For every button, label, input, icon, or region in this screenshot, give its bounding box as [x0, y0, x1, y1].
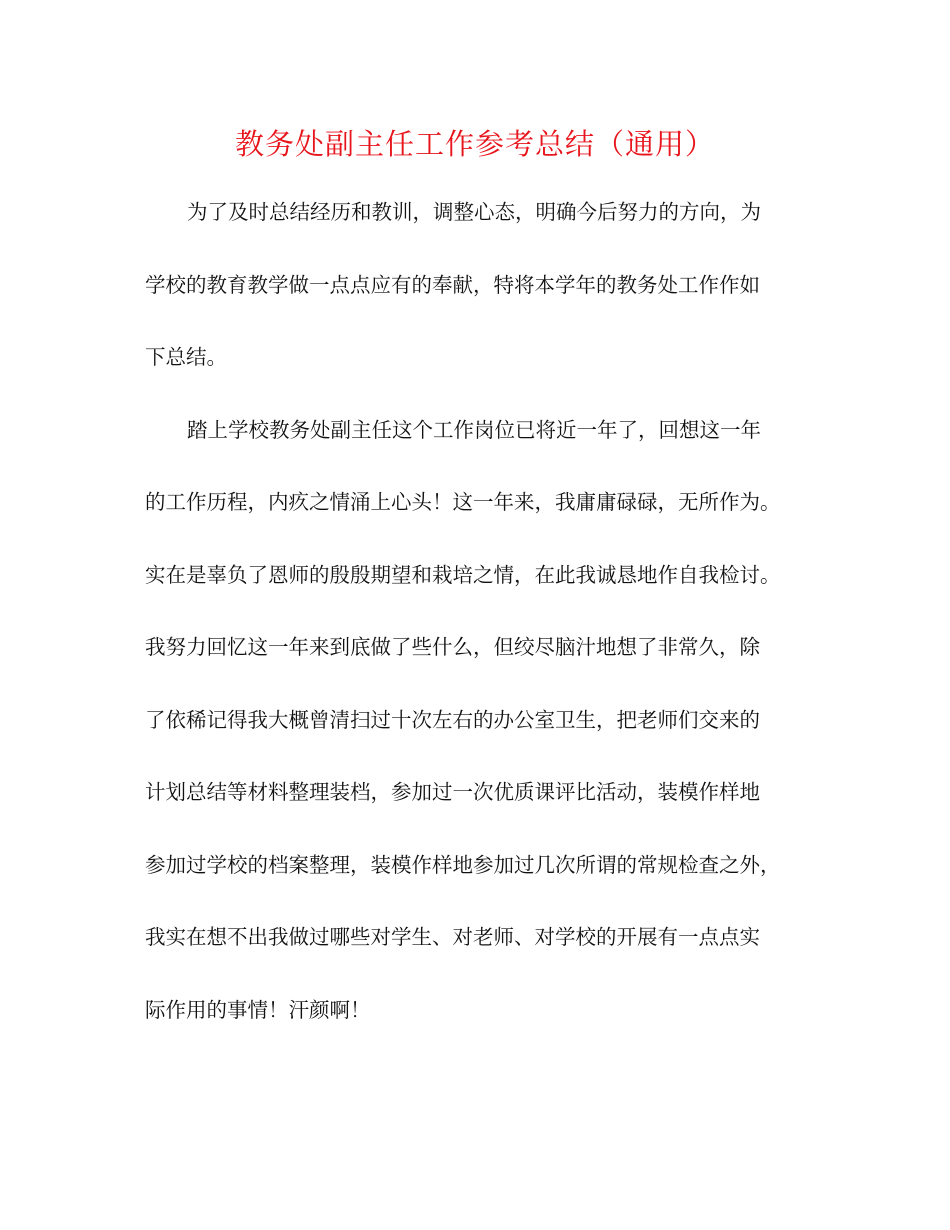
- text-line: 我努力回忆这一年来到底做了些什么，但绞尽脑汁地想了非常久，除: [145, 635, 760, 659]
- document-title: 教务处副主任工作参考总结（通用）: [234, 127, 715, 161]
- text-line: 参加过学校的档案整理，装模作样地参加过几次所谓的常规检查之外，: [145, 852, 781, 877]
- text-line: 学校的教育教学做一点点应有的奉献，特将本学年的教务处工作作如: [145, 272, 760, 297]
- text-line: 实在是辜负了恩师的殷殷期望和栽培之情，在此我诚恳地作自我检讨。: [145, 562, 781, 587]
- document-body: [145, 176, 810, 1046]
- text-line: 的工作历程，内疚之情涌上心头！这一年来，我庸庸碌碌，无所作为。: [145, 490, 781, 514]
- text-line: 为了及时总结经历和教训，调整心态，明确今后努力的方向，为: [187, 200, 761, 224]
- text-line: 下总结。: [145, 345, 227, 369]
- text-line: 了依稀记得我大概曾清扫过十次左右的办公室卫生，把老师们交来的: [145, 707, 760, 732]
- text-line: 我实在想不出我做过哪些对学生、对老师、对学校的开展有一点点实: [145, 925, 760, 949]
- text-line: 计划总结等材料整理装档，参加过一次优质课评比活动，装模作样地: [145, 780, 760, 804]
- text-line: 际作用的事情！汗颜啊！: [145, 997, 371, 1022]
- text-line: 踏上学校教务处副主任这个工作岗位已将近一年了，回想这一年: [187, 417, 761, 442]
